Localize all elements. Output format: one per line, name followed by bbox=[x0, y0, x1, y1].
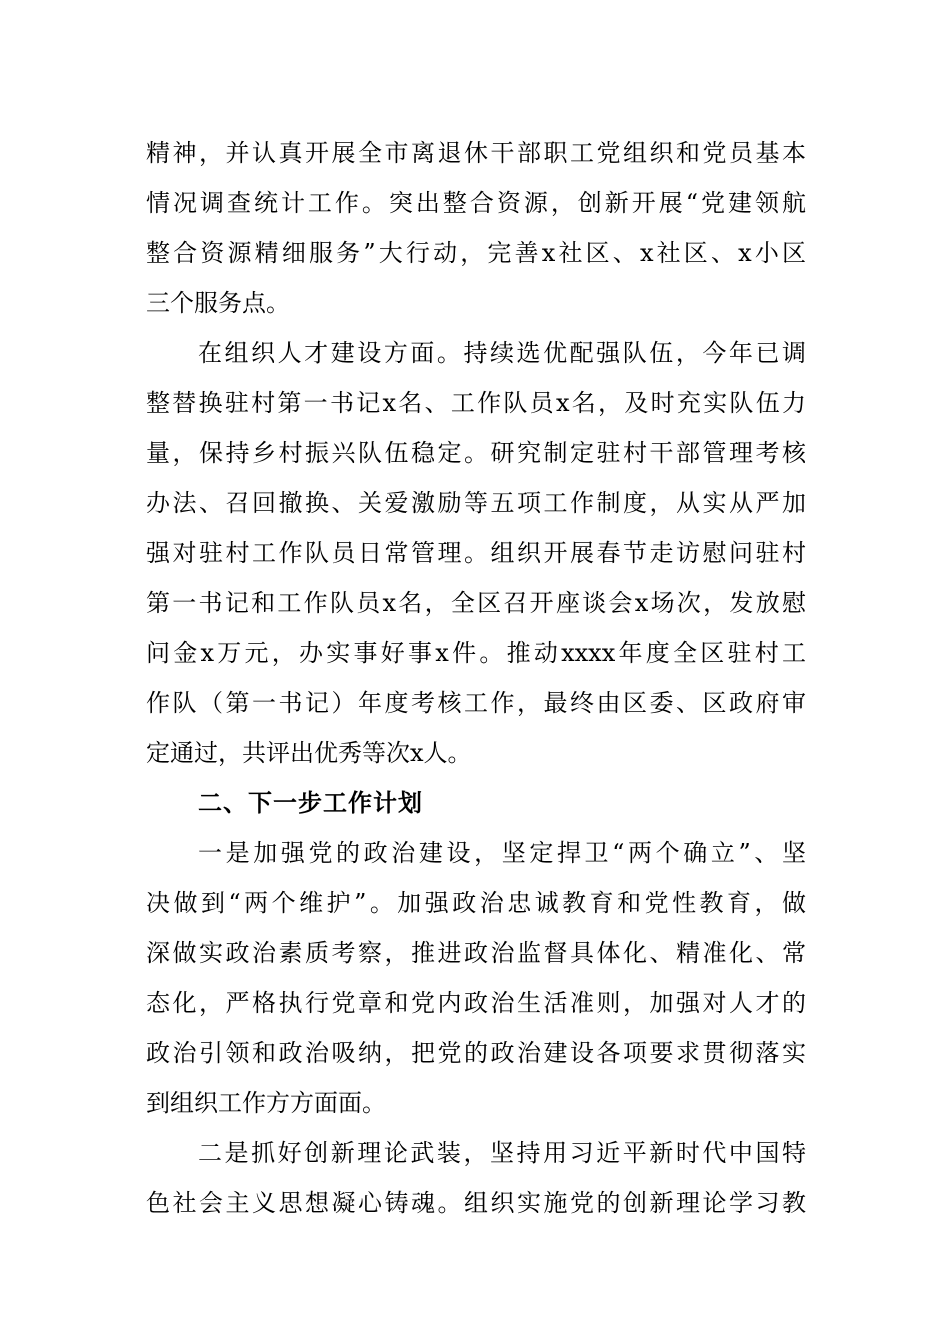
text-line: 深做实政治素质考察，推进政治监督具体化、精准化、常 bbox=[146, 939, 806, 967]
text-line: 作队（第一书记）年度考核工作，最终由区委、区政府审 bbox=[146, 689, 806, 717]
text-line: 情况调查统计工作。突出整合资源，创新开展“党建领航 bbox=[146, 189, 806, 217]
text-line: 办法、召回撤换、关爱激励等五项工作制度，从实从严加 bbox=[146, 489, 806, 517]
text-line: 一是加强党的政治建设，坚定捍卫“两个确立”、坚 bbox=[198, 839, 806, 867]
text-line: 定通过，共评出优秀等次x人。 bbox=[146, 739, 472, 767]
paragraph-2 bbox=[146, 328, 806, 778]
text-line: 在组织人才建设方面。持续选优配强队伍，今年已调 bbox=[198, 339, 806, 367]
paragraph-4 bbox=[146, 1128, 806, 1228]
text-line: 态化，严格执行党章和党内政治生活准则，加强对人才的 bbox=[146, 989, 806, 1017]
text-line: 色社会主义思想凝心铸魂。组织实施党的创新理论学习教 bbox=[146, 1189, 806, 1217]
text-line: 决做到“两个维护”。加强政治忠诚教育和党性教育，做 bbox=[146, 889, 806, 917]
text-line: 问金x万元，办实事好事x件。推动xxxx年度全区驻村工 bbox=[146, 639, 806, 667]
text-line: 精神，并认真开展全市离退休干部职工党组织和党员基本 bbox=[146, 139, 806, 167]
text-line: 到组织工作方方面面。 bbox=[146, 1089, 386, 1117]
document-body bbox=[146, 128, 806, 1228]
text-line: 三个服务点。 bbox=[146, 289, 290, 317]
section-heading: 二、下一步工作计划 bbox=[198, 789, 423, 817]
text-line: 量，保持乡村振兴队伍稳定。研究制定驻村干部管理考核 bbox=[146, 439, 806, 467]
text-line: 整合资源精细服务”大行动，完善x社区、x社区、x小区 bbox=[146, 239, 806, 267]
text-line: 二是抓好创新理论武装，坚持用习近平新时代中国特 bbox=[198, 1139, 806, 1167]
paragraph-3 bbox=[146, 828, 806, 1128]
paragraph-1 bbox=[146, 128, 806, 328]
text-line: 第一书记和工作队员x名，全区召开座谈会x场次，发放慰 bbox=[146, 589, 806, 617]
text-line: 强对驻村工作队员日常管理。组织开展春节走访慰问驻村 bbox=[146, 539, 806, 567]
text-line: 政治引领和政治吸纳，把党的政治建设各项要求贯彻落实 bbox=[146, 1039, 806, 1067]
text-line: 整替换驻村第一书记x名、工作队员x名，及时充实队伍力 bbox=[146, 389, 806, 417]
